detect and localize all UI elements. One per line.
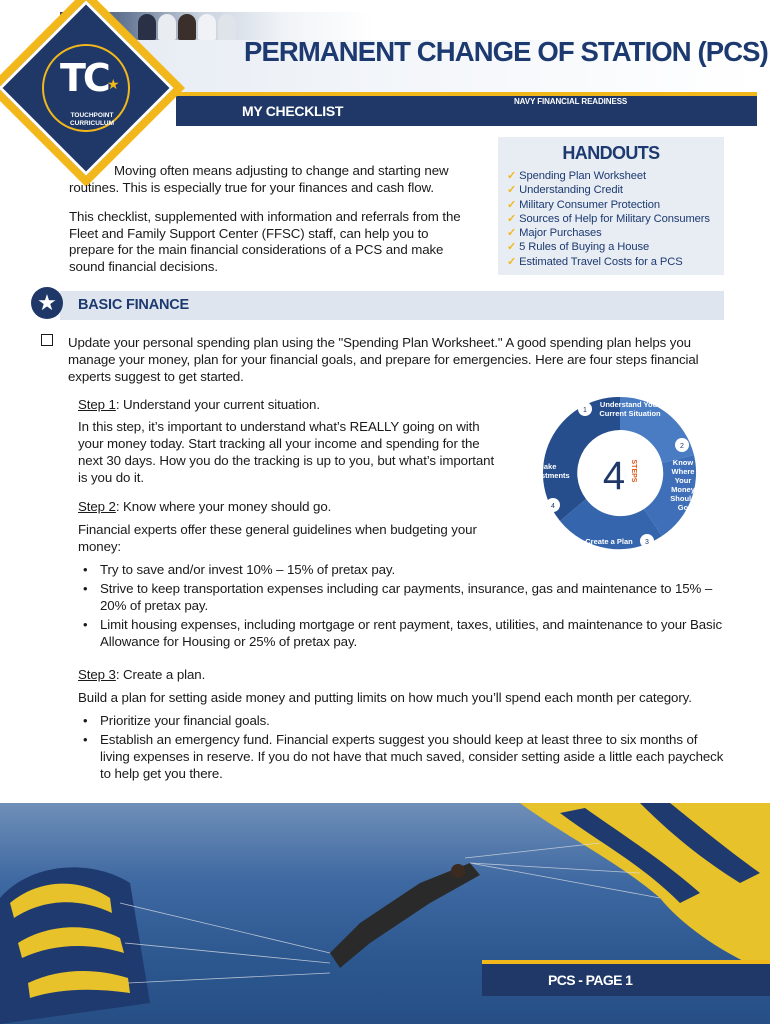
step-1-text: In this step, it’s important to understand what’s REALLY going on with your money today. Start tracking all your income and spending for the next 30 days. How you do the tracking is up to you, but what’s important is you do it. (78, 419, 495, 485)
checkmark-icon: ✓ (507, 227, 517, 240)
diagram-center-word: STEPS (630, 459, 637, 483)
step-2-label-line: Money (671, 485, 695, 494)
sailor-figure (158, 14, 176, 40)
handout-item[interactable]: ✓ 5 Rules of Buying a House (507, 241, 650, 254)
list-item: • Limit housing expenses, including mortgage or rent payment, taxes, utilities, and maintenance to your Basic Allowance for Housing or 25% of pretax pay. (78, 616, 728, 650)
step-number: 2 (680, 443, 684, 450)
step-3-bullets (78, 712, 728, 784)
list-item: • Strive to keep transportation expenses including car payments, insurance, gas and maintenance to 15% – 20% of pretax pay. (78, 580, 728, 614)
step-2-label: Step 2 (78, 499, 116, 514)
intro-paragraph-2: This checklist, supplemented with information and referrals from the Fleet and Family Support Center (FFSC) staff, can help you to prepare for the main financial considerations of a PCS and make sound financial decisions. (69, 209, 461, 274)
logo-text: TOUCHPOINT CURRICULUM (69, 112, 115, 127)
step-1-label-line: Current Situation (599, 409, 661, 418)
step-3-text: Build a plan for setting aside money and putting limits on how much you’ll spend each month per category. (78, 690, 692, 705)
step-2-label-line: Go (677, 503, 689, 512)
step-1-label: Step 1 (78, 397, 116, 412)
handout-item[interactable]: ✓ Understanding Credit (507, 184, 623, 197)
sailor-figure (178, 14, 196, 40)
handout-item[interactable]: ✓ Sources of Help for Military Consumers (507, 212, 710, 225)
list-item: • Try to save and/or invest 10% – 15% of pretax pay. (78, 561, 728, 578)
checkmark-icon: ✓ (507, 198, 517, 211)
step-2-label-line: Should (670, 494, 696, 503)
step-1-heading: Step 1: Understand your current situation. (78, 397, 320, 412)
checklist-checkbox[interactable] (41, 334, 53, 346)
intro-paragraph-1: Moving often means adjusting to change and starting new routines. This is especially true for your finances and cash flow. (69, 163, 449, 195)
step-4-label-line: Make (537, 462, 557, 471)
step-2-heading: Step 2: Know where your money should go. (78, 499, 332, 514)
step-number: 3 (645, 539, 649, 546)
checkmark-icon: ✓ (507, 212, 517, 225)
checklist-label: MY CHECKLIST (242, 103, 344, 119)
checkmark-icon: ✓ (507, 241, 517, 254)
list-item: • Prioritize your financial goals. (78, 712, 728, 729)
sailor-figure (218, 14, 236, 40)
step-number: 4 (551, 503, 555, 510)
program-label: NAVY FINANCIAL READINESS (514, 97, 628, 106)
step-2-label-line: Where (671, 467, 695, 476)
step-4-label-line: Adjustments (524, 471, 570, 480)
section-title: BASIC FINANCE (78, 297, 189, 313)
handout-item[interactable]: ✓ Estimated Travel Costs for a PCS (507, 255, 683, 268)
checklist-item-text: Update your personal spending plan using the "Spending Plan Worksheet." A good spending plan helps you manage your money, plan for your financial goals, and prepare for emergencies. Here are four steps financial experts suggest to get started. (68, 335, 699, 384)
step-2-text: Financial experts offer these general guidelines when budgeting your money: (78, 522, 477, 554)
step-3-heading: Step 3: Create a plan. (78, 667, 206, 682)
sailor-figure (138, 14, 156, 40)
logo-letters: TC (60, 56, 108, 100)
handout-item[interactable]: ✓ Military Consumer Protection (507, 198, 660, 211)
section-badge (31, 287, 63, 319)
step-3-label-line: Create a Plan (585, 537, 633, 546)
step-2-label-line: Your (674, 476, 692, 485)
handout-item[interactable]: ✓ Major Purchases (507, 227, 602, 240)
page-number-label: PCS - PAGE 1 (548, 972, 633, 988)
step-2-label-line: Know (672, 458, 694, 467)
handouts-panel (498, 137, 724, 275)
logo-star-icon: ★ (107, 76, 120, 92)
diagram-center-number: 4 (602, 454, 626, 498)
step-number: 1 (583, 407, 587, 414)
step-3-label: Step 3 (78, 667, 116, 682)
handout-item[interactable]: ✓ Spending Plan Worksheet (507, 170, 646, 182)
checkmark-icon: ✓ (507, 184, 517, 197)
checkmark-icon: ✓ (507, 170, 517, 182)
page-title: PERMANENT CHANGE OF STATION (PCS) (244, 36, 768, 67)
four-steps-diagram (520, 385, 720, 560)
step-2-bullets (78, 561, 728, 652)
star-icon: ★ (37, 290, 57, 315)
list-item: • Establish an emergency fund. Financial experts suggest you should keep at least three to six months of living expenses in reserve. If you do not have that much saved, consider setting aside a little each paycheck to help get you there. (78, 731, 728, 782)
handouts-title: HANDOUTS (562, 143, 660, 163)
checkmark-icon: ✓ (507, 255, 517, 268)
step-1-label-line: Understand Your (599, 400, 661, 409)
handouts-list (507, 169, 710, 269)
sailor-figure (198, 14, 216, 40)
